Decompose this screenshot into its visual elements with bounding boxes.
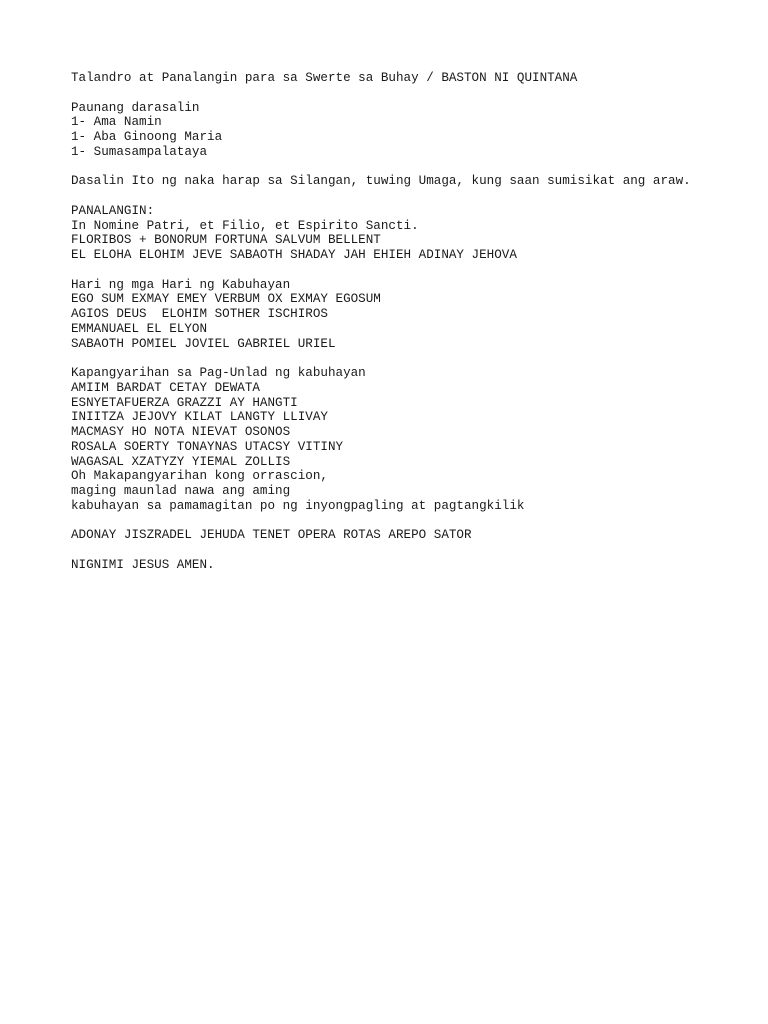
- text-line: AMIIM BARDAT CETAY DEWATA: [71, 380, 260, 395]
- text-line: Kapangyarihan sa Pag-Unlad ng kabuhayan: [71, 366, 366, 380]
- text-line: ESNYETAFUERZA GRAZZI AY HANGTI: [71, 395, 298, 410]
- text-line: FLORIBOS + BONORUM FORTUNA SALVUM BELLENT: [71, 233, 381, 248]
- text-line: PANALANGIN:: [71, 203, 155, 218]
- text-line: INIITZA JEJOVY KILAT LANGTY LLIVAY: [71, 410, 328, 425]
- text-line: maging maunlad nawa ang aming: [71, 484, 291, 498]
- text-line: EGO SUM EXMAY EMEY VERBUM OX EXMAY EGOSUM: [71, 292, 381, 307]
- text-line: MACMASY HO NOTA NIEVAT OSONOS: [71, 425, 291, 439]
- document-title: Talandro at Panalangin para sa Swerte sa Buhay / BASTON NI QUINTANA: [71, 71, 578, 85]
- paragraph-instruction: [71, 174, 751, 189]
- text-line: ADONAY JISZRADEL JEHUDA TENET OPERA ROTAS AREPO SATOR: [71, 528, 472, 543]
- text-line: In Nomine Patri, et Filio, et Espirito Sancti.: [71, 218, 419, 233]
- paragraph-hari: [71, 278, 751, 352]
- text-line: NIGNIMI JESUS AMEN.: [71, 557, 215, 572]
- text-line: Paunang darasalin: [71, 100, 200, 115]
- paragraph-closing: [71, 558, 751, 573]
- text-line: Dasalin Ito ng naka harap sa Silangan, tuwing Umaga, kung saan sumisikat ang araw.: [71, 174, 691, 189]
- text-line: Oh Makapangyarihan kong orrascion,: [71, 469, 328, 484]
- text-line: ROSALA SOERTY TONAYNAS UTACSY VITINY: [71, 439, 344, 454]
- text-line: WAGASAL XZATYZY YIEMAL ZOLLIS: [71, 454, 291, 469]
- text-line: 1- Sumasampalataya: [71, 144, 208, 159]
- text-line: AGIOS DEUS ELOHIM SOTHER ISCHIROS: [71, 307, 328, 321]
- paragraph-panalangin: [71, 204, 751, 263]
- paragraph-kapangyarihan: [71, 366, 751, 514]
- text-line: 1- Aba Ginoong Maria: [71, 130, 223, 144]
- text-line: EL ELOHA ELOHIM JEVE SABAOTH SHADAY JAH EHIEH ADINAY JEHOVA: [71, 248, 517, 262]
- paragraph-title: [71, 71, 751, 86]
- text-line: EMMANUAEL EL ELYON: [71, 321, 208, 336]
- paragraph-adonay: [71, 528, 751, 543]
- text-line: SABAOTH POMIEL JOVIEL GABRIEL URIEL: [71, 336, 336, 351]
- text-line: kabuhayan sa pamamagitan po ng inyongpagling at pagtangkilik: [71, 498, 525, 513]
- text-line: 1- Ama Namin: [71, 115, 162, 130]
- paragraph-opening-prayers: [71, 101, 751, 160]
- document-body: [71, 71, 751, 587]
- text-line: Hari ng mga Hari ng Kabuhayan: [71, 277, 291, 292]
